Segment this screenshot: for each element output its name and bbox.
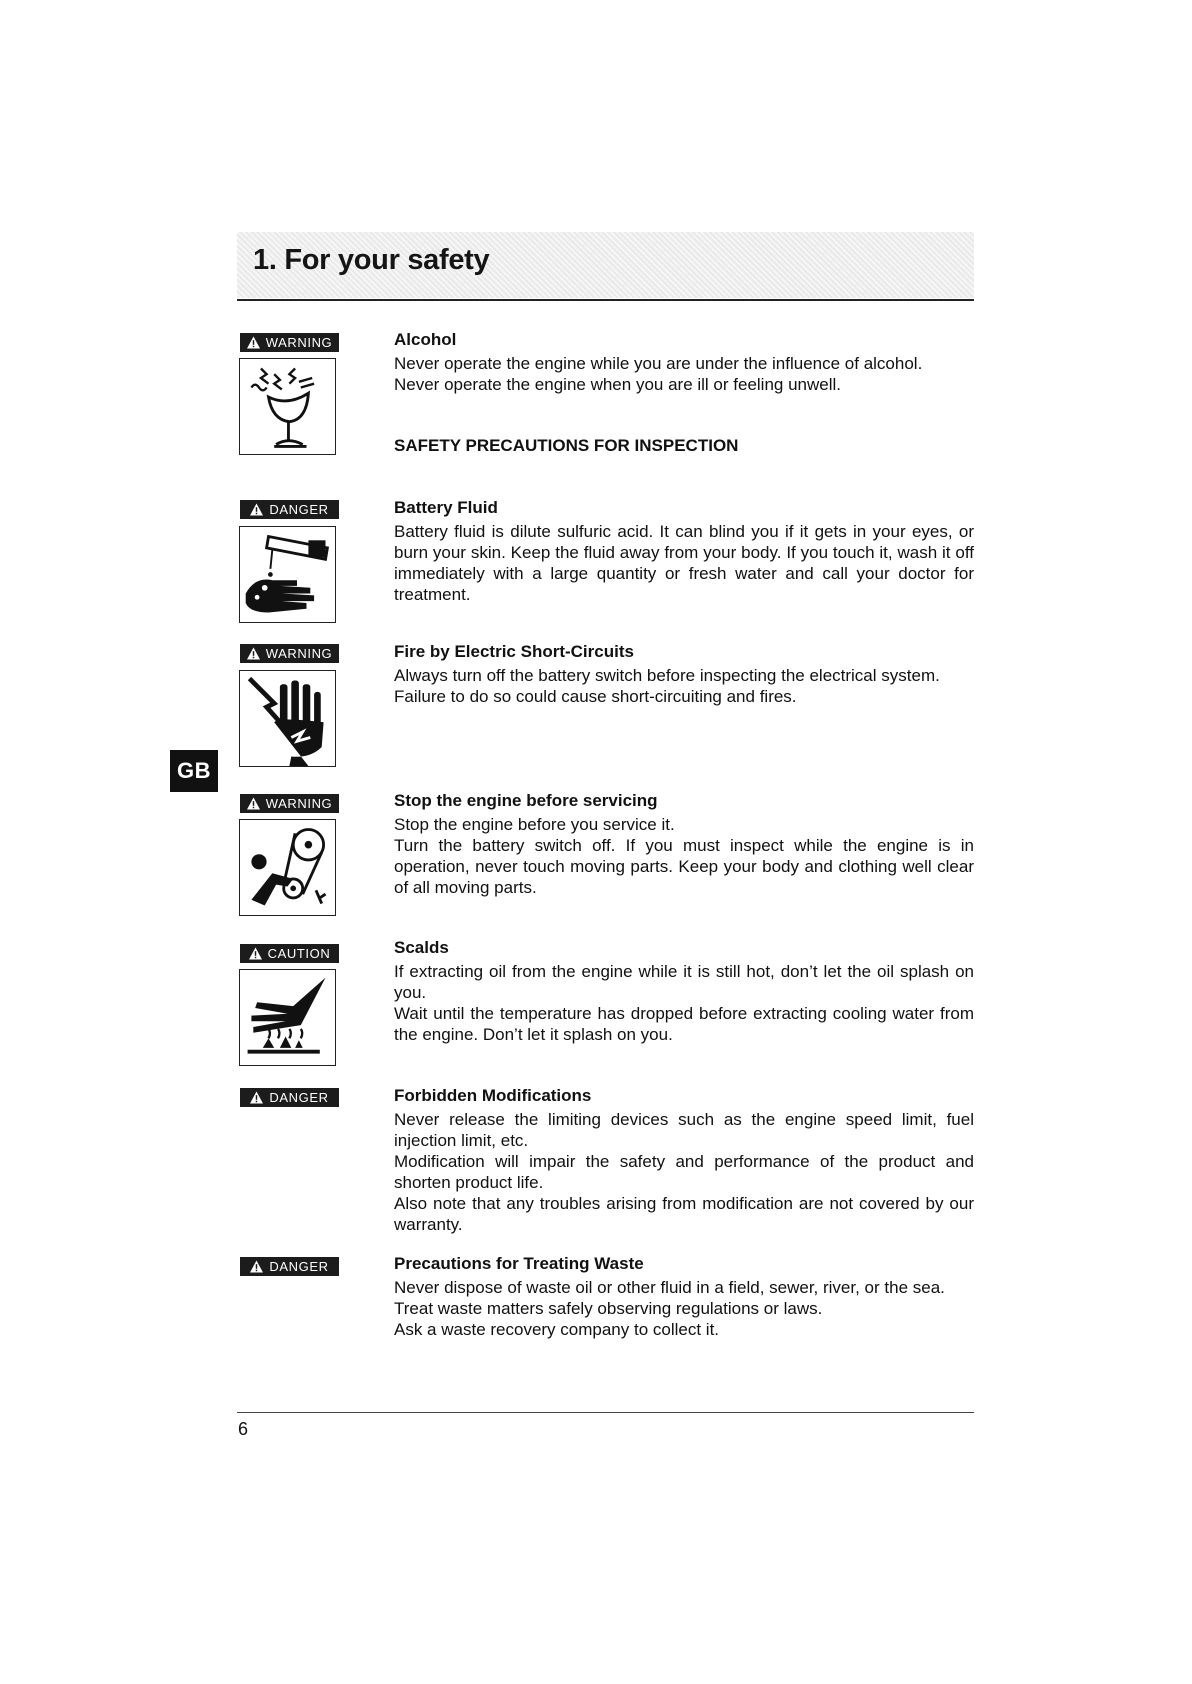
- section-title: Battery Fluid: [394, 498, 498, 517]
- section-text: Never operate the engine while you are under the influence of alcohol.: [394, 354, 923, 373]
- section-text: Failure to do so could cause short-circuiting and fires.: [394, 687, 797, 706]
- section-text: Stop the engine before you service it.: [394, 815, 675, 834]
- section-fire-short-circuits: [394, 641, 974, 707]
- section-text: Modification will impair the safety and performance of the product and shorten product life.: [394, 1152, 974, 1192]
- warning-triangle-icon: [250, 1091, 263, 1104]
- section-title: Alcohol: [394, 330, 457, 349]
- page-number: 6: [238, 1419, 249, 1439]
- section-text: Wait until the temperature has dropped before extracting cooling water from the engine. Don’t let it splash on you.: [394, 1004, 974, 1044]
- section-title: Fire by Electric Short-Circuits: [394, 642, 634, 661]
- warning-triangle-icon: [250, 1260, 263, 1273]
- section-text: Treat waste matters safely observing regulations or laws.: [394, 1299, 823, 1318]
- subheading: SAFETY PRECAUTIONS FOR INSPECTION: [394, 436, 739, 455]
- section-text: If extracting oil from the engine while it is still hot, don’t let the oil splash on you.: [394, 962, 974, 1002]
- warning-badge-alcohol: [240, 333, 339, 352]
- badge-label: WARNING: [265, 646, 333, 661]
- section-text: Battery fluid is dilute sulfuric acid. It can blind you if it gets in your eyes, or burn your skin. Keep the fluid away from your body. If you touch it, wash it off immediately with a large quantity or fresh water and call your doctor for treatment.: [394, 522, 974, 604]
- section-treating-waste: [394, 1253, 974, 1340]
- section-scalds: [394, 937, 974, 1045]
- section-text: Ask a waste recovery company to collect it.: [394, 1320, 720, 1339]
- warning-triangle-icon: [247, 647, 260, 660]
- badge-label: DANGER: [269, 502, 329, 517]
- section-battery-fluid: [394, 497, 974, 605]
- badge-label: WARNING: [265, 335, 333, 350]
- section-title: Stop the engine before servicing: [394, 791, 658, 810]
- badge-label: DANGER: [269, 1259, 329, 1274]
- section-text: Also note that any troubles arising from modification are not covered by our warranty.: [394, 1194, 974, 1234]
- page-title: 1. For your safety: [253, 244, 490, 276]
- section-title: Forbidden Modifications: [394, 1086, 592, 1105]
- section-text: Always turn off the battery switch before inspecting the electrical system.: [394, 666, 940, 685]
- warning-triangle-icon: [247, 336, 260, 349]
- warning-badge-fire: [240, 644, 339, 663]
- warning-triangle-icon: [249, 947, 262, 960]
- badge-label: CAUTION: [267, 946, 331, 961]
- danger-badge-modifications: [240, 1088, 339, 1107]
- caution-badge-scalds: [240, 944, 339, 963]
- danger-badge-waste: [240, 1257, 339, 1276]
- danger-badge-battery: [240, 500, 339, 519]
- badge-label: WARNING: [265, 796, 333, 811]
- warning-badge-stop: [240, 794, 339, 813]
- section-text: Never release the limiting devices such as the engine speed limit, fuel injection limit, etc.: [394, 1110, 974, 1150]
- section-title: Scalds: [394, 938, 449, 957]
- title-divider: [237, 299, 974, 301]
- corrosive-acid-hand-icon: [239, 526, 336, 623]
- section-title: Precautions for Treating Waste: [394, 1254, 644, 1273]
- language-tab: GB: [170, 750, 218, 792]
- section-text: Turn the battery switch off. If you must inspect while the engine is in operation, never touch moving parts. Keep your body and clothing well clear of all moving parts.: [394, 836, 974, 897]
- badge-label: DANGER: [269, 1090, 329, 1105]
- warning-triangle-icon: [250, 503, 263, 516]
- electric-shock-hand-icon: [239, 670, 336, 767]
- moving-belt-entanglement-icon: [239, 819, 336, 916]
- section-forbidden-modifications: [394, 1085, 974, 1235]
- alcohol-glass-icon: [239, 358, 336, 455]
- warning-triangle-icon: [247, 797, 260, 810]
- section-text: Never dispose of waste oil or other fluid in a field, sewer, river, or the sea.: [394, 1278, 945, 1297]
- section-alcohol: [394, 329, 974, 395]
- section-text: Never operate the engine when you are ill or feeling unwell.: [394, 375, 841, 394]
- footer-divider: [237, 1412, 974, 1413]
- section-stop-engine: [394, 790, 974, 898]
- hot-surface-hand-icon: [239, 969, 336, 1066]
